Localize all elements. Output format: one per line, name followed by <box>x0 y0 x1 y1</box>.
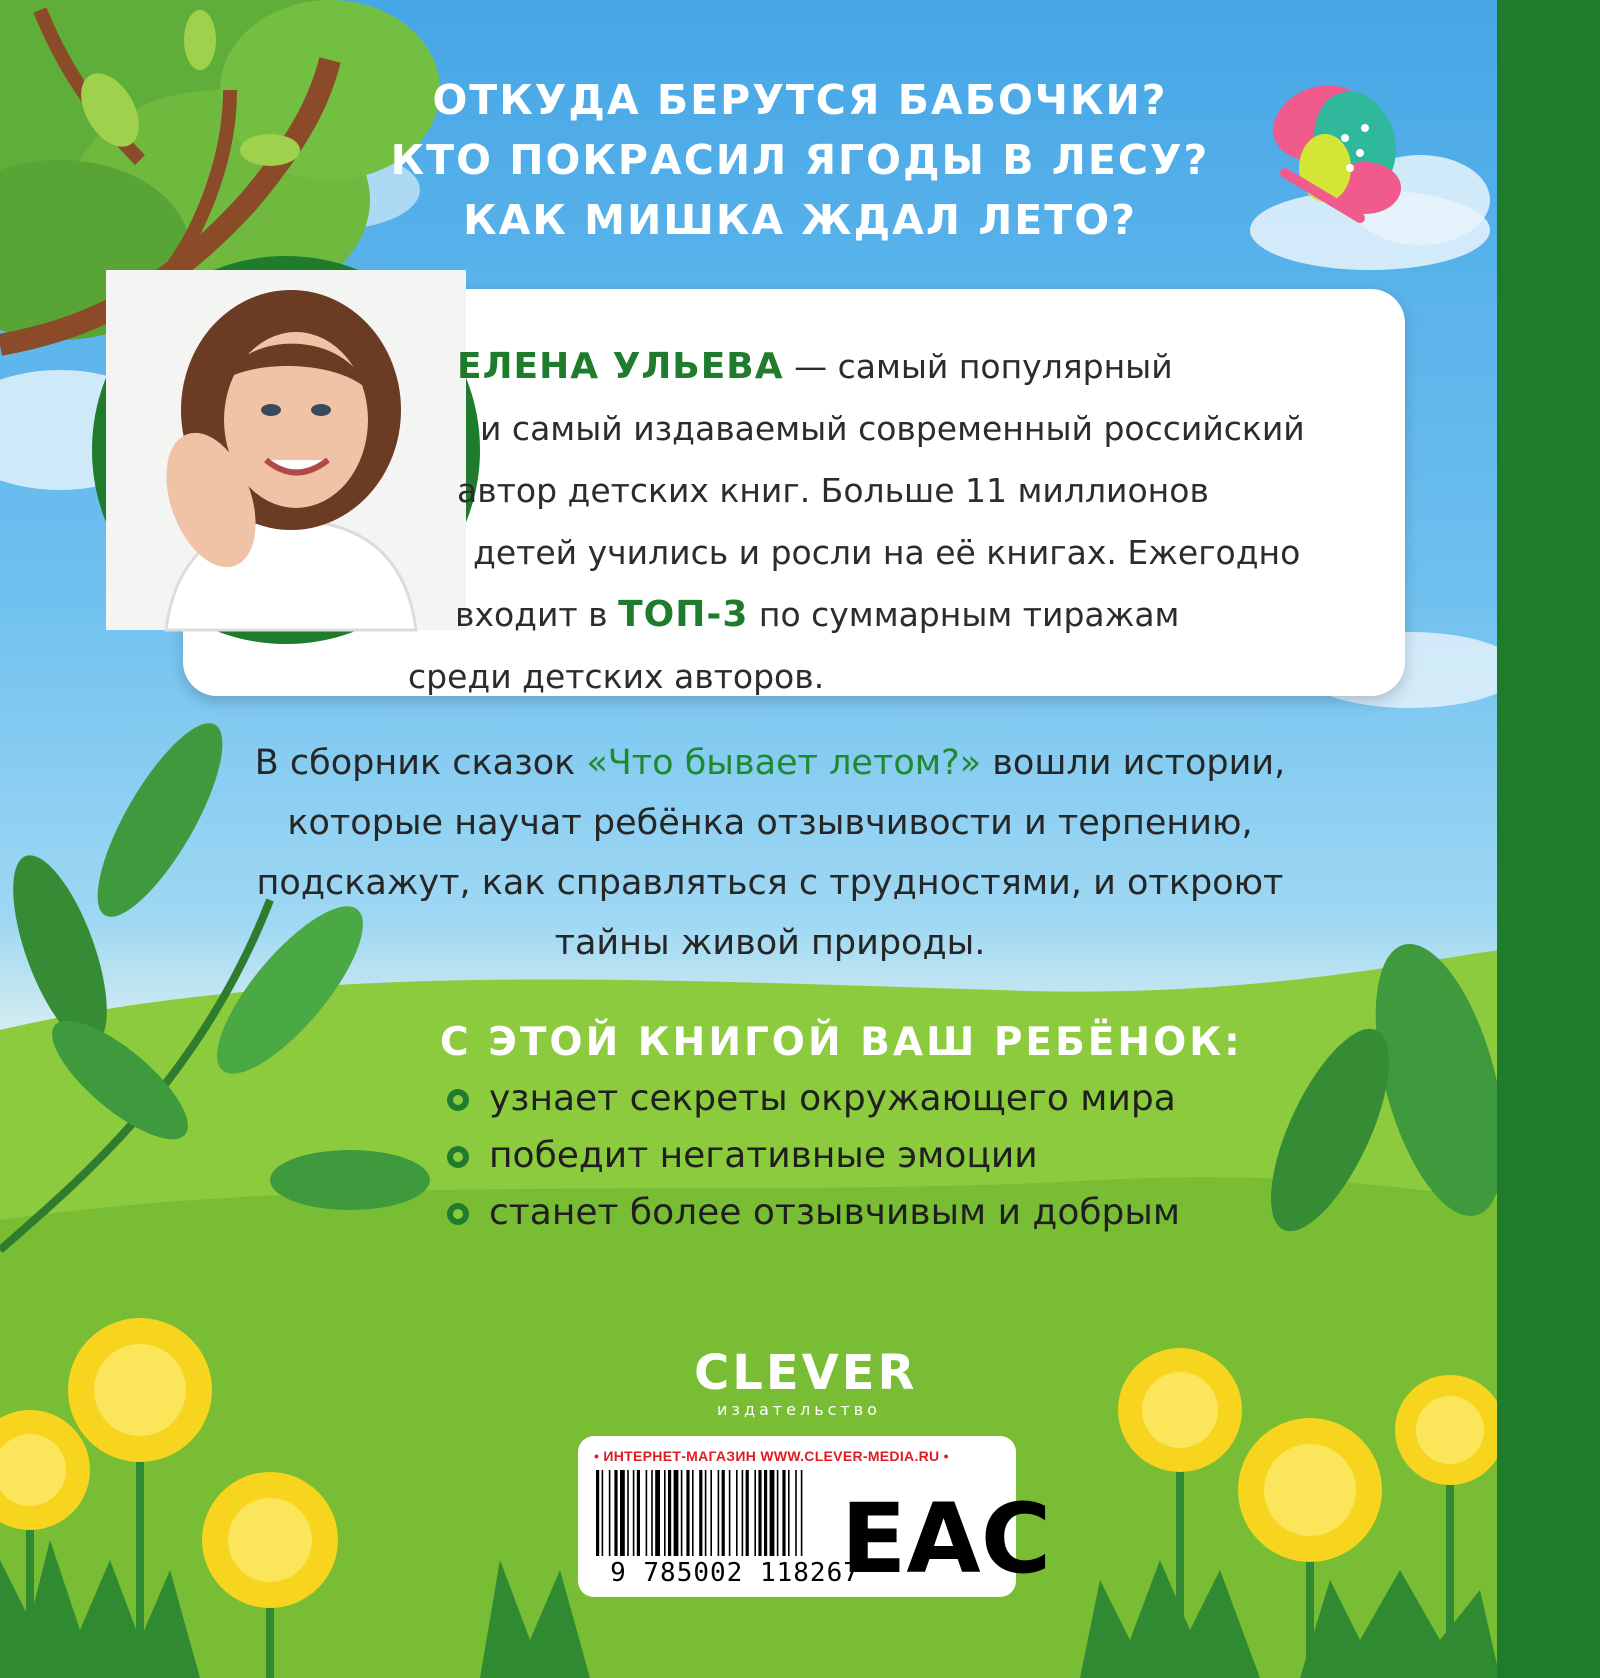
bullet-icon <box>445 1201 471 1227</box>
description-line: которые научат ребёнка отзывчивости и терпению, <box>287 803 1253 843</box>
bio-line: среди детских авторов. <box>408 657 825 696</box>
benefit-item <box>445 1192 1180 1233</box>
description-line: подскажут, как справляться с трудностями, и откроют <box>256 863 1284 903</box>
barcode-bar <box>596 1470 599 1556</box>
barcode-bar <box>736 1470 738 1556</box>
description-line <box>230 733 1310 793</box>
benefit-item <box>445 1135 1038 1176</box>
bio-text: — самый популярный <box>783 347 1173 386</box>
barcode-bar <box>668 1470 671 1556</box>
bio-line: детей учились и росли на её книгах. Ежегодно <box>473 533 1301 572</box>
barcode-bar <box>637 1470 640 1556</box>
book-title: «Что бывает летом?» <box>586 743 982 783</box>
isbn-number: 9 785002 118267 <box>610 1558 860 1588</box>
barcode-bar <box>718 1470 720 1556</box>
description-line: тайны живой природы. <box>554 923 986 963</box>
butterfly-icon <box>1265 68 1415 238</box>
barcode-bar <box>746 1470 749 1556</box>
bio-line: и самый издаваемый современный российский <box>480 409 1305 448</box>
publisher-subtitle: издательство <box>717 1400 881 1419</box>
benefit-text: победит негативные эмоции <box>489 1135 1038 1176</box>
benefits-title: С ЭТОЙ КНИГОЙ ВАШ РЕБЁНОК: <box>440 1020 1243 1065</box>
top3-highlight: ТОП-3 <box>618 594 749 635</box>
barcode-bar <box>633 1470 635 1556</box>
headline-line: КТО ПОКРАСИЛ ЯГОДЫ В ЛЕСУ? <box>390 136 1210 184</box>
barcode-bar <box>729 1470 731 1556</box>
shop-url-label: • ИНТЕРНЕТ-МАГАЗИН WWW.CLEVER-MEDIA.RU • <box>594 1448 949 1464</box>
barcode-bar <box>710 1470 712 1556</box>
barcode-bar <box>681 1470 683 1556</box>
publisher-name: CLEVER <box>694 1345 918 1401</box>
barcode-bar <box>795 1470 797 1556</box>
barcode-bar <box>651 1470 653 1556</box>
barcode-bar <box>674 1470 679 1556</box>
bio-text: по суммарным тиражам <box>748 595 1180 634</box>
barcode-bar <box>770 1470 775 1556</box>
bio-line <box>455 583 1179 647</box>
benefit-item <box>445 1078 1176 1119</box>
barcode-bar <box>664 1470 666 1556</box>
author-portrait <box>92 256 480 644</box>
barcode-bar <box>646 1470 648 1556</box>
book-description <box>230 733 1310 973</box>
benefit-text: узнает секреты окружающего мира <box>489 1078 1176 1119</box>
barcode-bar <box>705 1470 707 1556</box>
bullet-icon <box>445 1087 471 1113</box>
eac-text: EAC <box>840 1483 1052 1595</box>
barcode-bar <box>722 1470 725 1556</box>
barcode-bar <box>801 1470 803 1556</box>
bullet-icon <box>445 1144 471 1170</box>
barcode-bar <box>777 1470 779 1556</box>
author-name: ЕЛЕНА УЛЬЕВА <box>457 346 784 387</box>
barcode-bar <box>782 1470 785 1556</box>
headline-line: КАК МИШКА ЖДАЛ ЛЕТО? <box>463 196 1137 244</box>
bio-line <box>457 335 1173 399</box>
headline-questions <box>350 70 1250 250</box>
barcode-bars <box>590 1470 880 1560</box>
barcode-bar <box>788 1470 790 1556</box>
barcode-bar <box>609 1470 611 1556</box>
barcode-bar <box>764 1470 767 1556</box>
description-text: В сборник сказок <box>254 743 587 783</box>
description-text: вошли истории, <box>981 743 1286 783</box>
barcode-bar <box>655 1470 660 1556</box>
barcode-bar <box>692 1470 694 1556</box>
eac-certification-mark <box>840 1472 1052 1595</box>
barcode-bar <box>620 1470 625 1556</box>
barcode-bar <box>699 1470 702 1556</box>
publisher-logo <box>694 1345 918 1422</box>
barcode-panel <box>578 1436 1052 1597</box>
barcode-bar <box>754 1470 756 1556</box>
headline-line: ОТКУДА БЕРУТСЯ БАБОЧКИ? <box>432 76 1168 124</box>
bio-line: автор детских книг. Больше 11 миллионов <box>457 471 1209 510</box>
barcode-bar <box>627 1470 629 1556</box>
barcode-bar <box>758 1470 761 1556</box>
barcode-bar <box>742 1470 744 1556</box>
barcode-bar <box>602 1470 604 1556</box>
author-photo-illustration <box>106 270 466 630</box>
barcode-bar <box>686 1470 689 1556</box>
bio-text: входит в <box>455 595 619 634</box>
barcode-bar <box>614 1470 617 1556</box>
benefit-text: станет более отзывчивым и добрым <box>489 1192 1180 1233</box>
book-spine <box>1497 0 1600 1678</box>
